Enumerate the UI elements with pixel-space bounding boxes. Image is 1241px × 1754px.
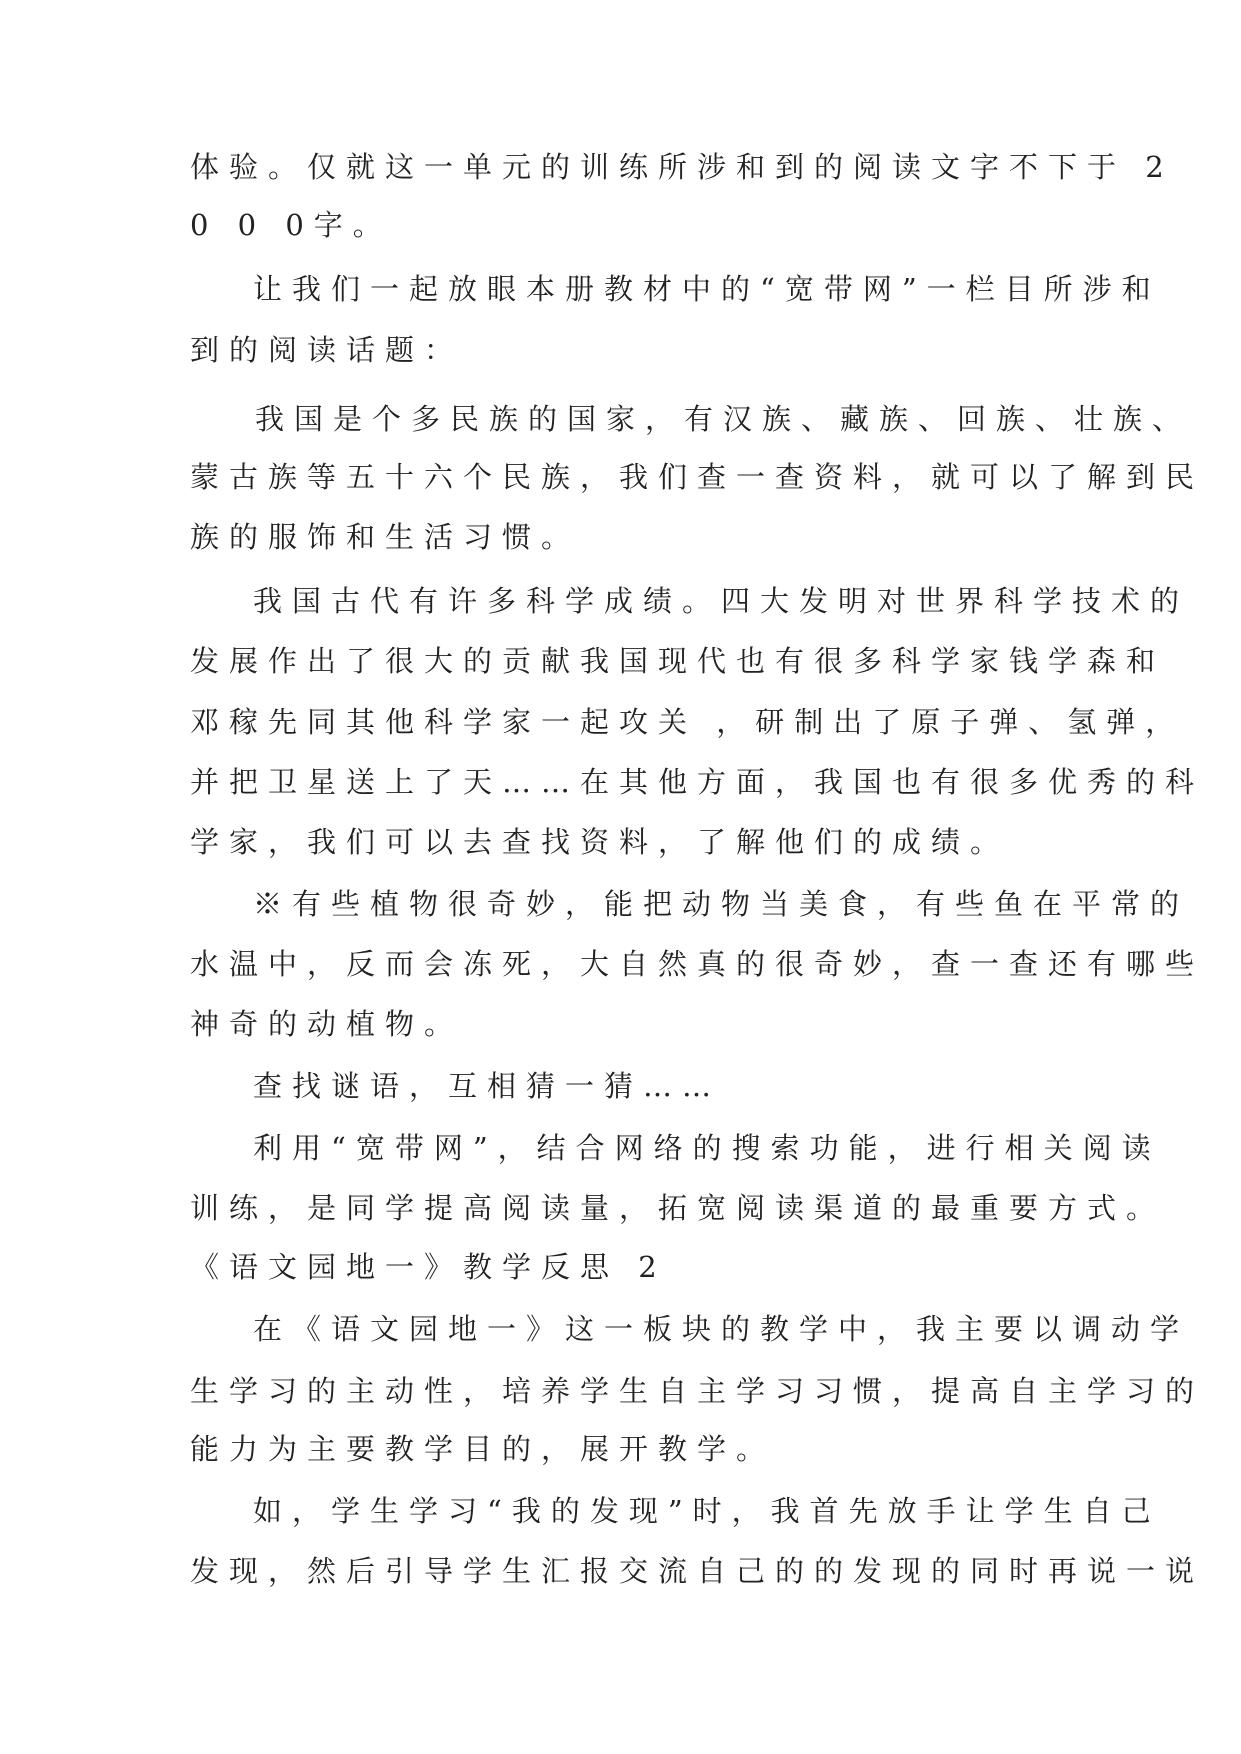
text-line-2: 0 0 0字。 [190,208,392,242]
text-line-22: 能力为主要教学目的，展开教学。 [190,1432,776,1466]
text-line-3: 让我们一起放眼本册教材中的“宽带网”一栏目所涉和 [253,272,1161,306]
text-line-16: 查找谜语，互相猜一猜…… [253,1069,722,1103]
text-line-13: ※有些植物很奇妙，能把动物当美食，有些鱼在平常的 [253,887,1190,921]
text-line-24: 发现，然后引导学生汇报交流自己的的发现的同时再说一说 [190,1554,1205,1588]
text-line-15: 神奇的动植物。 [190,1007,464,1041]
text-line-8: 我国古代有许多科学成绩。四大发明对世界科学技术的 [253,584,1190,618]
text-line-14: 水温中，反而会冻死，大自然真的很奇妙，查一查还有哪些 [190,947,1205,981]
text-line-19: 《语文园地一》教学反思 2 [190,1250,667,1284]
text-line-9: 发展作出了很大的贡献我国现代也有很多科学家钱学森和 [190,644,1166,678]
text-line-10: 邓稼先同其他科学家一起攻关 ，研制出了原子弹、氢弹， [190,705,1185,739]
text-line-12: 学家，我们可以去查找资料，了解他们的成绩。 [190,825,1010,859]
text-line-20: 在《语文园地一》这一板块的教学中，我主要以调动学 [253,1312,1190,1346]
text-line-1: 体验。仅就这一单元的训练所涉和到的阅读文字不下于 2 [190,150,1174,184]
text-line-17: 利用“宽带网”，结合网络的搜索功能，进行相关阅读 [253,1131,1161,1165]
text-line-21: 生学习的主动性，培养学生自主学习习惯，提高自主学习的 [190,1374,1205,1408]
text-line-4: 到的阅读话题： [190,333,464,367]
text-line-18: 训练，是同学提高阅读量，拓宽阅读渠道的最重要方式。 [190,1191,1166,1225]
text-line-11: 并把卫星送上了天……在其他方面，我国也有很多优秀的科 [190,765,1205,799]
text-line-23: 如，学生学习“我的发现”时，我首先放手让学生自己 [253,1494,1161,1528]
text-line-7: 族的服饰和生活习惯。 [190,520,581,554]
text-line-5: 我国是个多民族的国家，有汉族、藏族、回族、壮族、 [255,402,1192,436]
text-line-6: 蒙古族等五十六个民族，我们查一查资料，就可以了解到民 [190,460,1205,494]
